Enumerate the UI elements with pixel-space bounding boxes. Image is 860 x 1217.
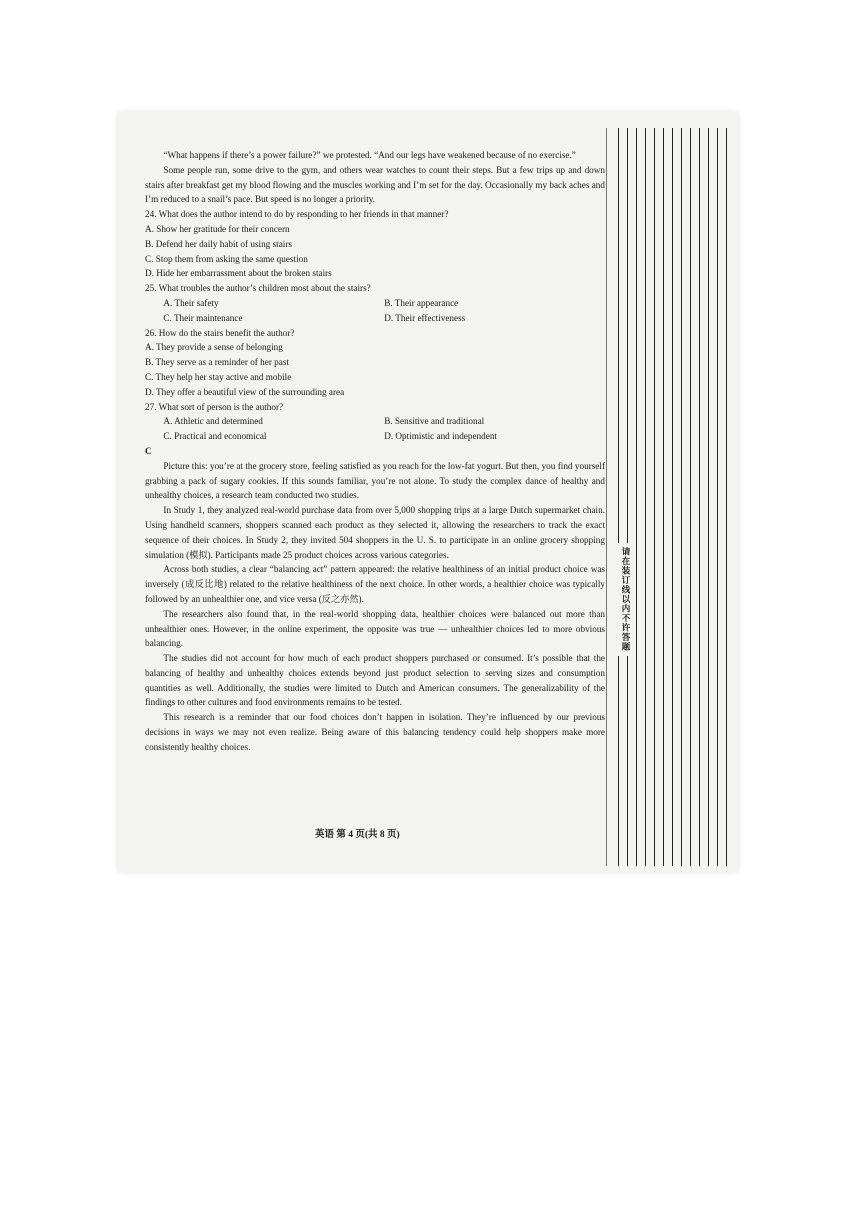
passage-b-paragraph: “What happens if there’s a power failure?” we protested. “And our legs have weakened because of no exercise.” bbox=[163, 150, 576, 160]
option: A. Show her gratitude for their concern bbox=[145, 223, 290, 234]
binding-line bbox=[708, 128, 709, 866]
binding-line bbox=[690, 128, 691, 866]
binding-line bbox=[672, 128, 673, 866]
binding-line bbox=[645, 128, 646, 866]
binding-line bbox=[654, 128, 655, 866]
page-edge bbox=[606, 128, 607, 866]
option-row bbox=[163, 429, 605, 444]
passage-c-paragraph: In Study 1, they analyzed real-world purchase data from over 5,000 shopping trips at a large Dutch supermarket chain. Using handheld scanners, shoppers scanned each product as they selected it, allowing the researchers to track the exact sequence of their choices. In Study 2, they invited 504 shoppers in the U. S. to participate in an online grocery shopping simulation (模拟). Participants made 25 product choices across various categories. bbox=[145, 505, 605, 560]
binding-line bbox=[636, 128, 637, 866]
option: B. Sensitive and traditional bbox=[384, 416, 485, 427]
binding-line bbox=[717, 128, 718, 866]
question-25 bbox=[145, 281, 605, 325]
option: B. Their appearance bbox=[384, 297, 459, 308]
option: D. Their effectiveness bbox=[384, 312, 466, 323]
question-26 bbox=[145, 326, 605, 400]
question-stem: 26. How do the stairs benefit the author? bbox=[145, 327, 295, 338]
option: B. Defend her daily habit of using stairs bbox=[145, 238, 292, 249]
passage-c-paragraph: Picture this: you’re at the grocery store, feeling satisfied as you reach for the low-fat yogurt. But then, you find yourself grabbing a pack of sugary cookies. If this sounds familiar, you’re not alone. To study the complex dance of healthy and unhealthy choices, a research team conducted two studies. bbox=[145, 460, 605, 501]
option: C. They help her stay active and mobile bbox=[145, 371, 292, 382]
option: A. Athletic and determined bbox=[163, 416, 263, 427]
option: C. Their maintenance bbox=[163, 312, 243, 323]
section-heading: C bbox=[145, 445, 152, 456]
binding-line bbox=[627, 128, 628, 866]
binding-line bbox=[699, 128, 700, 866]
question-stem: 27. What sort of person is the author? bbox=[145, 401, 284, 412]
binding-label: 请在装订线以内不许答题 bbox=[618, 543, 632, 656]
passage-c-paragraph: The studies did not account for how much of each product shoppers purchased or consumed. It’s possible that the balancing of healthy and unhealthy choices extends beyond just product selection to serving sizes and consumption quantities as well. Additionally, the studies were limited to Dutch and American consumers. The generalizability of the findings to other cultures and food environments remains to be tested. bbox=[145, 653, 605, 708]
option-row bbox=[163, 296, 605, 311]
option: A. They provide a sense of belonging bbox=[145, 342, 283, 353]
binding-line bbox=[726, 128, 727, 866]
text-column bbox=[145, 148, 605, 755]
passage-b-paragraph: Some people run, some drive to the gym, and others wear watches to count their steps. But a few trips up and down stairs after breakfast get my blood flowing and the muscles working and I’m set for the day. Occasionally my back aches and I’m reduced to a snail’s pace. But speed is no longer a priority. bbox=[145, 164, 605, 205]
option: D. They offer a beautiful view of the surrounding area bbox=[145, 386, 345, 397]
question-24 bbox=[145, 207, 605, 281]
question-stem: 24. What does the author intend to do by responding to her friends in that manner? bbox=[145, 209, 449, 220]
option-row bbox=[163, 311, 605, 326]
passage-c-paragraph: Across both studies, a clear “balancing act” pattern appeared: the relative healthiness of an initial product choice was inversely (成反比地) related to the relative healthiness of the next choice. In other words, a healthier choice was typically followed by an unhealthier one, and vice versa (反之亦然). bbox=[145, 564, 605, 604]
binding-line bbox=[663, 128, 664, 866]
option: C. Practical and economical bbox=[163, 431, 267, 442]
passage-c-paragraph: The researchers also found that, in the real-world shopping data, healthier choices were balanced out more than unhealthier ones. However, in the online experiment, the opposite was true — unhealthier choices led to more obvious balancing. bbox=[145, 608, 605, 649]
binding-line bbox=[681, 128, 682, 866]
option: C. Stop them from asking the same question bbox=[145, 253, 308, 264]
question-stem: 25. What troubles the author’s children most about the stairs? bbox=[145, 283, 371, 294]
passage-c-paragraph: This research is a reminder that our food choices don’t happen in isolation. They’re influenced by our previous decisions in ways we may not even realize. Being aware of this balancing tendency could help shoppers make more consistently healthy choices. bbox=[145, 712, 605, 752]
option: D. Hide her embarrassment about the broken stairs bbox=[145, 268, 332, 279]
binding-margin bbox=[618, 128, 732, 866]
binding-line bbox=[618, 128, 619, 866]
question-27 bbox=[145, 400, 605, 444]
option: D. Optimistic and independent bbox=[384, 431, 497, 442]
option: A. Their safety bbox=[163, 297, 219, 308]
option: B. They serve as a reminder of her past bbox=[145, 357, 289, 368]
option-row bbox=[163, 414, 605, 429]
page-footer: 英语 第 4 页(共 8 页) bbox=[315, 830, 400, 840]
